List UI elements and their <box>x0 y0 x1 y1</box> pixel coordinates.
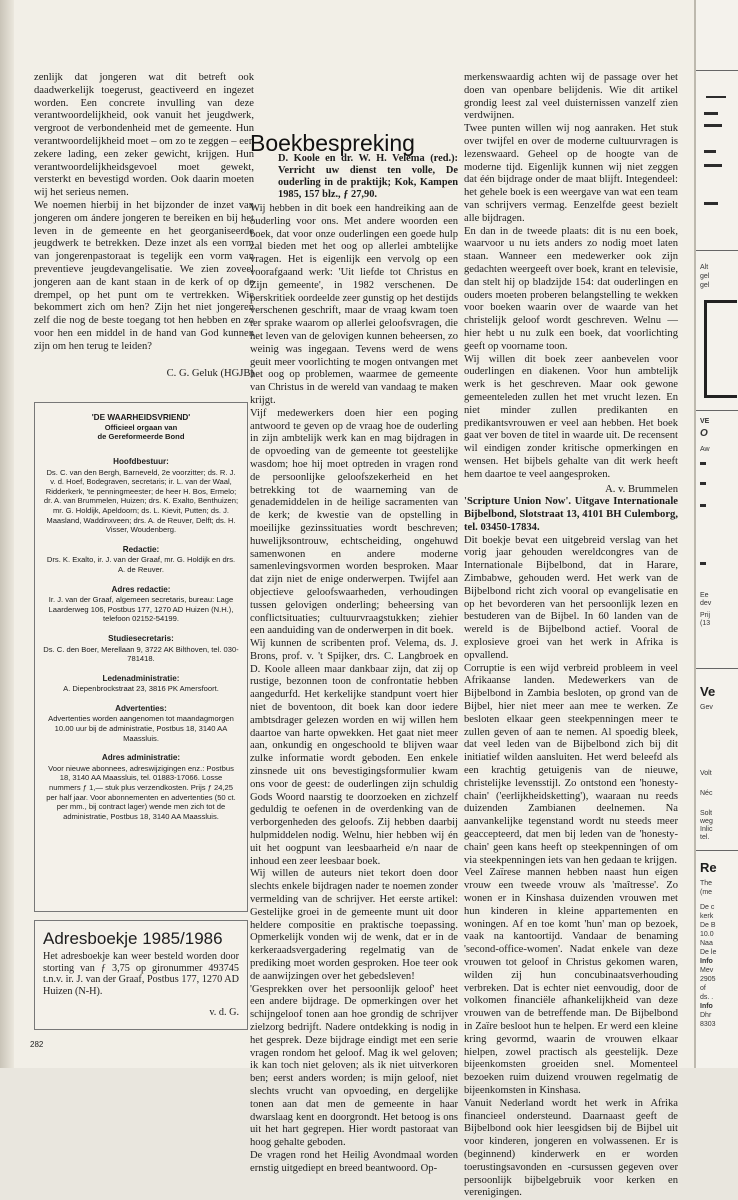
fragment-text: Inlic <box>700 826 713 833</box>
text-fragment-mark <box>704 112 718 115</box>
fragment-text: Gev <box>700 704 713 711</box>
colophon-text: Ds. C. den Boer, Merellaan 9, 3722 AK Bilthoven, tel. 030-781418. <box>43 644 239 664</box>
colophon-heading: Ledenadministratie: <box>102 673 180 683</box>
colophon-box <box>34 402 248 912</box>
logo-fragment <box>704 300 737 398</box>
divider <box>696 250 738 251</box>
colophon-text: Ir. J. van der Graaf, algemeen secretaris, bureau: Lage Laarderweg 106, Postbus 177, 1270 AD Huizen (N.H.), telefoon 02152-54199. <box>48 595 234 624</box>
divider <box>696 850 738 851</box>
paragraph: zenlijk dat jongeren wat dit betreft ook daadwerkelijk toegerust, geactiveerd en ingezet worden. Een concrete invulling van deze verantwoordelijkheid, ook vanuit het jeugdwerk, vergroot de verbondenheid met de gemeente. Hun verantwoordelijkheid moet – om zo te zeggen – een zekere lading, een zeker gewicht, krijgen. Hun verantwoordelijkheidsgevoel moet gewekt, versterkt en bevestigd worden. Ook daarin moeten wij het serieus nemen. <box>34 72 254 199</box>
colophon-text: Ds. C. van den Bergh, Barneveld, 2e voorzitter; ds. R. J. v. d. Hoef, Bodegraven, secretaris; ir. L. van der Waal, Ridderkerk, 'te penningmeester; de heer H. Bos, Ermelo; dr. A. van Brummelen, Huizen; drs. K. Exalto, Benthuizen; mr. G. Holdijk, Apeldoorn; ds. L. Kievit, Putten; ds. J. Maasland, Waddinxveen; drs. A. de Reuver, Delft; ds. H. Visser, Woudenberg. <box>43 467 239 535</box>
colophon-title: 'DE WAARHEIDSVRIEND' <box>91 413 191 422</box>
fragment-text: tel. <box>700 834 710 841</box>
fragment-text: weg <box>700 818 713 825</box>
colophon-subtitle: de Gereformeerde Bond <box>97 432 185 442</box>
text-fragment-mark <box>704 150 716 153</box>
fragment-text: Aw <box>700 446 710 453</box>
review-heading: 'Scripture Union Now'. Uitgave Internationale Bijbelbond, Slotstraat 13, 4101 BH Culemborg, tel. 03450-17834. <box>464 496 678 533</box>
text-fragment-mark <box>704 124 722 127</box>
binding-gutter <box>0 0 14 1068</box>
section-title: Boekbespreking <box>250 130 415 156</box>
colophon-subtitle: Officieel orgaan van <box>104 422 178 432</box>
fragment-heading: Re <box>700 860 717 875</box>
colophon-text: Voor nieuwe abonnees, adreswijzigingen enz.: Postbus 18, 3140 AA Maassluis, tel. 01883-17066. Losse nummers ƒ 1,— stuk plus verzendkosten. Prijs ƒ 24,25 per half jaar. Voor abonnementen en advertenties (50 ct. per mm., bij contract lager) wende men zich tot de administratie, Postbus 18, 3140 AA Maassluis. <box>46 763 236 821</box>
divider <box>696 70 738 71</box>
paragraph: Wij kunnen de scribenten prof. Velema, ds. J. Brons, prof. v. 't Spijker, drs. C. Langbroek en D. Koole alleen maar dankbaar zijn, dat zij op rustige, bezonnen toon de confrontatie hebben aangedurfd. Het kerkelijke standpunt voert hier niet de boventoon, dit boek kan door iedere ambtsdrager gelezen worden en wij willen hem daartoe van harte opwekken. Het gaat niet meer aan, onkundig en ongeschoold te blijven waar zulke informatie wordt geboden. Een enkele zinsnede uit ons bevestigingsformulier kwam ons voor de geest: de ouderlingen zijn schuldig Gods Woord naarstig te doorzoeken en zichzelf geduldig te oefenen in de overdenking van de verborgenheden des geloofs. Zij hebben daarbij hulpmiddelen nodig. Welnu, hier hebben wij én uit het oogpunt van leesbaarheid e/n naar de inhoud een zeer leesbaar boek. <box>250 638 458 867</box>
fragment-text: 10.0 <box>700 931 714 938</box>
colophon-text: Drs. K. Exalto, ir. J. van der Graaf, mr. G. Holdijk en drs. A. de Reuver. <box>46 555 236 574</box>
book-reference: D. Koole en dr. W. H. Velema (red.): Verricht uw dienst ten volle, De ouderling in de praktijk; Kok, Kampen 1985, 157 blz., ƒ 27,90. <box>278 153 458 200</box>
fragment-text: Dhr <box>700 1012 712 1019</box>
text-fragment-mark <box>704 164 722 167</box>
fragment-text: kerk <box>700 913 714 920</box>
author-signature: C. G. Geluk (HGJB) <box>166 367 254 379</box>
bullet-mark <box>700 462 706 465</box>
paragraph: Wij willen de auteurs niet tekort doen door slechts enkele bijdragen nader te noemen zonder vermelding van de schrijver. Het eerste artikel: Gestelijke groei in de gemeente munt uit door heldere compositie en praktische toepassing. Opmerkelijk vonden wij de wenk, dat er in de kerkeraadsvergadering regelmatig van de prediking moet worden gesproken. Hoe teer ook de aanwijzingen over het gebedsleven! <box>250 868 458 982</box>
colophon-heading: Hoofdbestuur: <box>113 457 169 466</box>
adresboekje-signature: v. d. G. <box>209 1007 239 1018</box>
paragraph: merkenswaardig achten wij de passage over het doen van openbare belijdenis. Wie dit artikel grondig leest zal veel duisternissen vanzelf zien verdwijnen. <box>464 72 678 122</box>
colophon-text: A. Diepenbrockstraat 23, 3816 PK Amersfoort. <box>63 684 219 694</box>
fragment-text: of <box>700 985 706 992</box>
paragraph: Dit boekje bevat een uitgebreid verslag van het vorig jaar gehouden wereldcongres van de Internationale Bijbelbond, dat in Harare, Zimbabwe, gehouden werd. Het werk van de Bijbelbond richt zich vooral op evangelisatie en op het bevorderen van het persoonlijk lezen en bestuderen van de Bijbel. In 60 landen van de wereld is de Bijbelbond actief. Vooral de explosieve groei van het werk in Afrika is opvallend. <box>464 534 678 661</box>
adjacent-page-fragment <box>694 0 738 1068</box>
fragment-text: dev <box>700 600 712 607</box>
paragraph: 'Gesprekken over het persoonlijk geloof' heet een andere bijdrage. De opmerkingen over het schijngeloof tonen aan hoe grondig de schrijver zielzorg bedrijft. Nadere ontdekking is nodig in het gesprek. Deze bijdrage eindigt met een serie vragen rondom het geloof. Mag ik wel geloven; ik kan toch niet geloven; als ik niet uitverkoren ben; eerst anders worden; is mijn geloof, niet slechts vrucht van opvoeding, en dergelijke tonen aan dat men de gemeente in haar dwarslaag kent en doorgrondt. Het betoog is ons uit het hart gegrepen. Hier wordt pastoraat van hoog gehalte geboden. <box>250 983 458 1149</box>
fragment-text: De B <box>700 922 716 929</box>
paragraph: Vanuit Nederland wordt het werk in Afrika financieel ondersteund. Daarnaast geeft de Bijbelbond ook hier leesgidsen bij de Bijbel uit voor kinderen, jongeren en volwassenen. Er is (beginnend) kinderwerk en er worden toerustingsavonden en -cursussen gegeven over persoonlijk bijbelgebruik voor kerken en verenigingen. <box>464 1097 678 1199</box>
fragment-text: 2905 <box>700 976 716 983</box>
colophon-heading: Adres redactie: <box>111 584 171 594</box>
fragment-text: Info <box>700 1003 713 1010</box>
fragment-text: O <box>700 428 708 439</box>
fragment-text: (me <box>700 889 713 896</box>
divider <box>696 668 738 669</box>
fragment-text: Néc <box>700 790 713 797</box>
colophon-heading: Advertenties: <box>115 703 167 713</box>
text-fragment-mark <box>704 202 718 205</box>
fragment-heading: Ve <box>700 684 716 699</box>
paragraph: Vijf medewerkers doen hier een poging antwoord te geven op de vraag hoe de ouderling in zijn ambtelijk werk kan en mag bijdragen in de opvoeding van de gemeente tot geestelijke wasdom; hoe hij moet optreden in vragen rond de persoonlijke geloofszekerheid en het betrekking tot de waarneming van de genademiddelen in de heilige sacramenten van de kerk; de kwestie van de opstelling in moeilijke gezinssituaties wordt beschreven; huwelijksontrouw, echtscheiding, ongehuwd samenwonen en andere moderne samenlevingsvormen worden besproken. Maar dat zijn niet de enige onderwerpen. Twijfel aan objectieve geloofswaarheden, verhoudingen tussen gelovigen onderling; beheersing van conflictsituaties; cultuurvraagstukken; ziehier een aanduiding van de onderwerpen in dit boek. <box>250 407 458 637</box>
adresboekje-text: Het adresboekje kan weer besteld worden door storting van ƒ 3,75 op gironummer 493745 t.n.v. ir. J. van der Graaf, Postbus 177, 1270 AD Huizen (N-H). <box>43 951 239 997</box>
fragment-text: Alt <box>700 264 709 271</box>
colophon-heading: Studiesecretaris: <box>108 633 174 643</box>
text-fragment-mark <box>706 96 726 98</box>
adresboekje-box <box>34 920 248 1030</box>
fragment-text: VE <box>700 418 710 425</box>
paragraph: En dan in de tweede plaats: dit is nu een boek, waarvoor u nu iets anders zo nodig moet laten staan. Wanneer een medewerker ook zijn gedachten weergeeft over boek, krant en televisie, dan stelt hij op bladzijde 154: dat ouderlingen en ouders moeten proberen belangstelling te wekken voor boeken waarin over de waarde van het christelijk geloof wordt geschreven. Welnu — hier hebt u nu zulk een boek, dat voorlichting geeft op voorname toon. <box>464 225 678 352</box>
paragraph: Corruptie is een wijd verbreid probleem in veel Afrikaanse landen. Medewerkers van de Bijbelbond in Zambia besloten, op grond van de Bijbel, hier niet meer aan mee te werken. Ze besloten elkaar geen steekpenningen meer te zullen geven of aan te nemen. Al spoedig bleek, dat veel leden van de Bijbelbond zich bij dit initiatief wilden aansluiten. Het werd beleefd als een krachtig getuigenis van de nieuwe, christelijke levensstijl. Zo ontstond een 'honesty-chain' ('eerlijkheidsketting'), waaraan nu reeds duizenden Zambianen deelnemen. Na aanvankelijke tegenstand wordt nu steeds meer geaccepteerd, dat men bij leden van de 'honesty-chain' geen kans heeft op steekpenningen of om via steekpenningen iets van hen gedaan te krijgen. <box>464 662 678 866</box>
bullet-mark <box>700 562 706 565</box>
fragment-text: ds. . <box>700 994 714 1001</box>
fragment-text: Solt <box>700 810 713 817</box>
column-1 <box>34 72 254 380</box>
colophon-heading: Adres administratie: <box>101 753 181 763</box>
fragment-text: Ee <box>700 592 709 599</box>
fragment-text: The <box>700 880 713 887</box>
column-2 <box>250 203 458 1176</box>
fragment-text: Naa <box>700 940 713 947</box>
column-2-top-space <box>250 72 458 128</box>
author-signature: A. v. Brummelen <box>605 483 678 495</box>
paragraph: We noemen hierbij in het bijzonder de inzet van jongeren om ándere jongeren te bereiken en bij het leven in de gemeente en het georganiseerde jeugdwerk te betrekken. Deze inzet als een vorm van jongerenpastoraat is tegelijk een vorm van preventieve jeugdevangelisatie. We zien zoveel jongeren aan de kant staan in de kerk of op de drempel, op het punt om te vertrekken. Wie bekommert zich om hen? Zijn het niet jongeren zelf die nog de beste toegang tot hen hebben en zo voor hen een middel in de hand van God kunnen zijn om hen terug te leiden? <box>34 199 254 352</box>
paragraph: Twee punten willen wij nog aanraken. Het stuk over twijfel en over de moderne cultuurvragen is lezenswaard. Geheel op de hoogte van de moderne tijd. Eigenlijk kunnen wij niet zeggen dat één bijdrage onder de maat blijft. Integendeel: het gehele boek is een weergave van wat een team van schrijvers vermag. Eenzelfde geest bezielt alle bijdragen. <box>464 123 678 224</box>
fragment-text: Mev <box>700 967 714 974</box>
fragment-text: Info <box>700 958 713 965</box>
fragment-text: gel <box>700 282 710 289</box>
fragment-text: 8303 <box>700 1021 716 1028</box>
fragment-text: gel <box>700 273 710 280</box>
page-number: 282 <box>30 1040 44 1049</box>
fragment-text: De c <box>700 904 715 911</box>
paragraph: Wij hebben in dit boek een handreiking aan de ouderling voor ons. Met andere woorden een boek, dat voor onze ouderlingen een goede hulp zal bieden met het oog op allerlei ambtelijke vragen. Het is eigenlijk een vervolg op een voorafgaand werk: 'Uit liefde tot Christus en Zijn gemeente', in 1982 verschenen. De perskritiek oordeelde zeer gunstig op het destijds verschenen geschrift, maar de vraag kwam toen ter sprake waarom op allerlei geloofsvragen, die het leven van de gelovigen kunnen beheersen, zo weinig was ingegaan. Tevens werd de wens geuit meer voorlichting te mogen ontvangen met het oog op problemen, waarmee de gemeente van Christus in de wereld van vandaag te maken krijgt. <box>250 203 458 406</box>
fragment-text: Volt <box>700 770 712 777</box>
paragraph: Wij willen dit boek zeer aanbevelen voor ouderlingen en diakenen. Voor hun ambtelijk werk is het geschreven. Maar ook gewone gemeenteleden zullen het met vrucht lezen. En niet minder zullen predikanten en predikantsvrouwen er veel aan hebben. Het boek gaat ver boven de titel in waarde uit. De recensent wil eindigen zonder kritische opmerkingen en wensen. Het bijbels gehalte van dit werk heeft hem daartoe te veel aangesproken. <box>464 353 678 480</box>
divider <box>696 410 738 411</box>
column-3 <box>464 72 678 1200</box>
paragraph: De vragen rond het Heilig Avondmaal worden ernstig uitgediept en breed beantwoord. Op- <box>250 1149 458 1174</box>
paragraph: Veel Zaïrese mannen hebben naast hun eigen vrouw een tweede vrouw als 'maîtresse'. Zo wonen er in Kinshasa duizenden vrouwen met hun kinderen in kleine appartementen en woningen. Af en toe komt 'hun' man op bezoek, vaak na kantoortijd. Vandaar de benaming 'second-office-women'. Nadat enkele van deze vrouwen tot geloof in Christus gekomen waren, wilden zij hun concubinaatsverhouding verbreken. Dat is echter niet eenvoudig, door de volkomen financiële afhankelijkheid van deze vrouwen van de betreffende man. De Bijbelbond in Zaïre besloot hun te helpen. Er werd een kleine kring gevormd, waarin de vrouwen elkaar hielpen, zowel practisch als geestelijk. Deze bijeenkomsten groeiden snel. Momenteel bezoeken ruim duizend vrouwen regelmatig de bijeenkomsten in Kinshasa. <box>464 867 678 1096</box>
adresboekje-title: Adresboekje 1985/1986 <box>43 929 223 948</box>
bullet-mark <box>700 482 706 485</box>
fragment-text: Prij <box>700 612 711 619</box>
fragment-text: (13 <box>700 620 711 627</box>
colophon-heading: Redactie: <box>122 544 160 554</box>
fragment-text: De le <box>700 949 717 956</box>
colophon-text: Advertenties worden aangenomen tot maandagmorgen 10.00 uur bij de administratie, Postbus 18, 3140 AA Maassluis. <box>48 714 234 743</box>
bullet-mark <box>700 504 706 507</box>
